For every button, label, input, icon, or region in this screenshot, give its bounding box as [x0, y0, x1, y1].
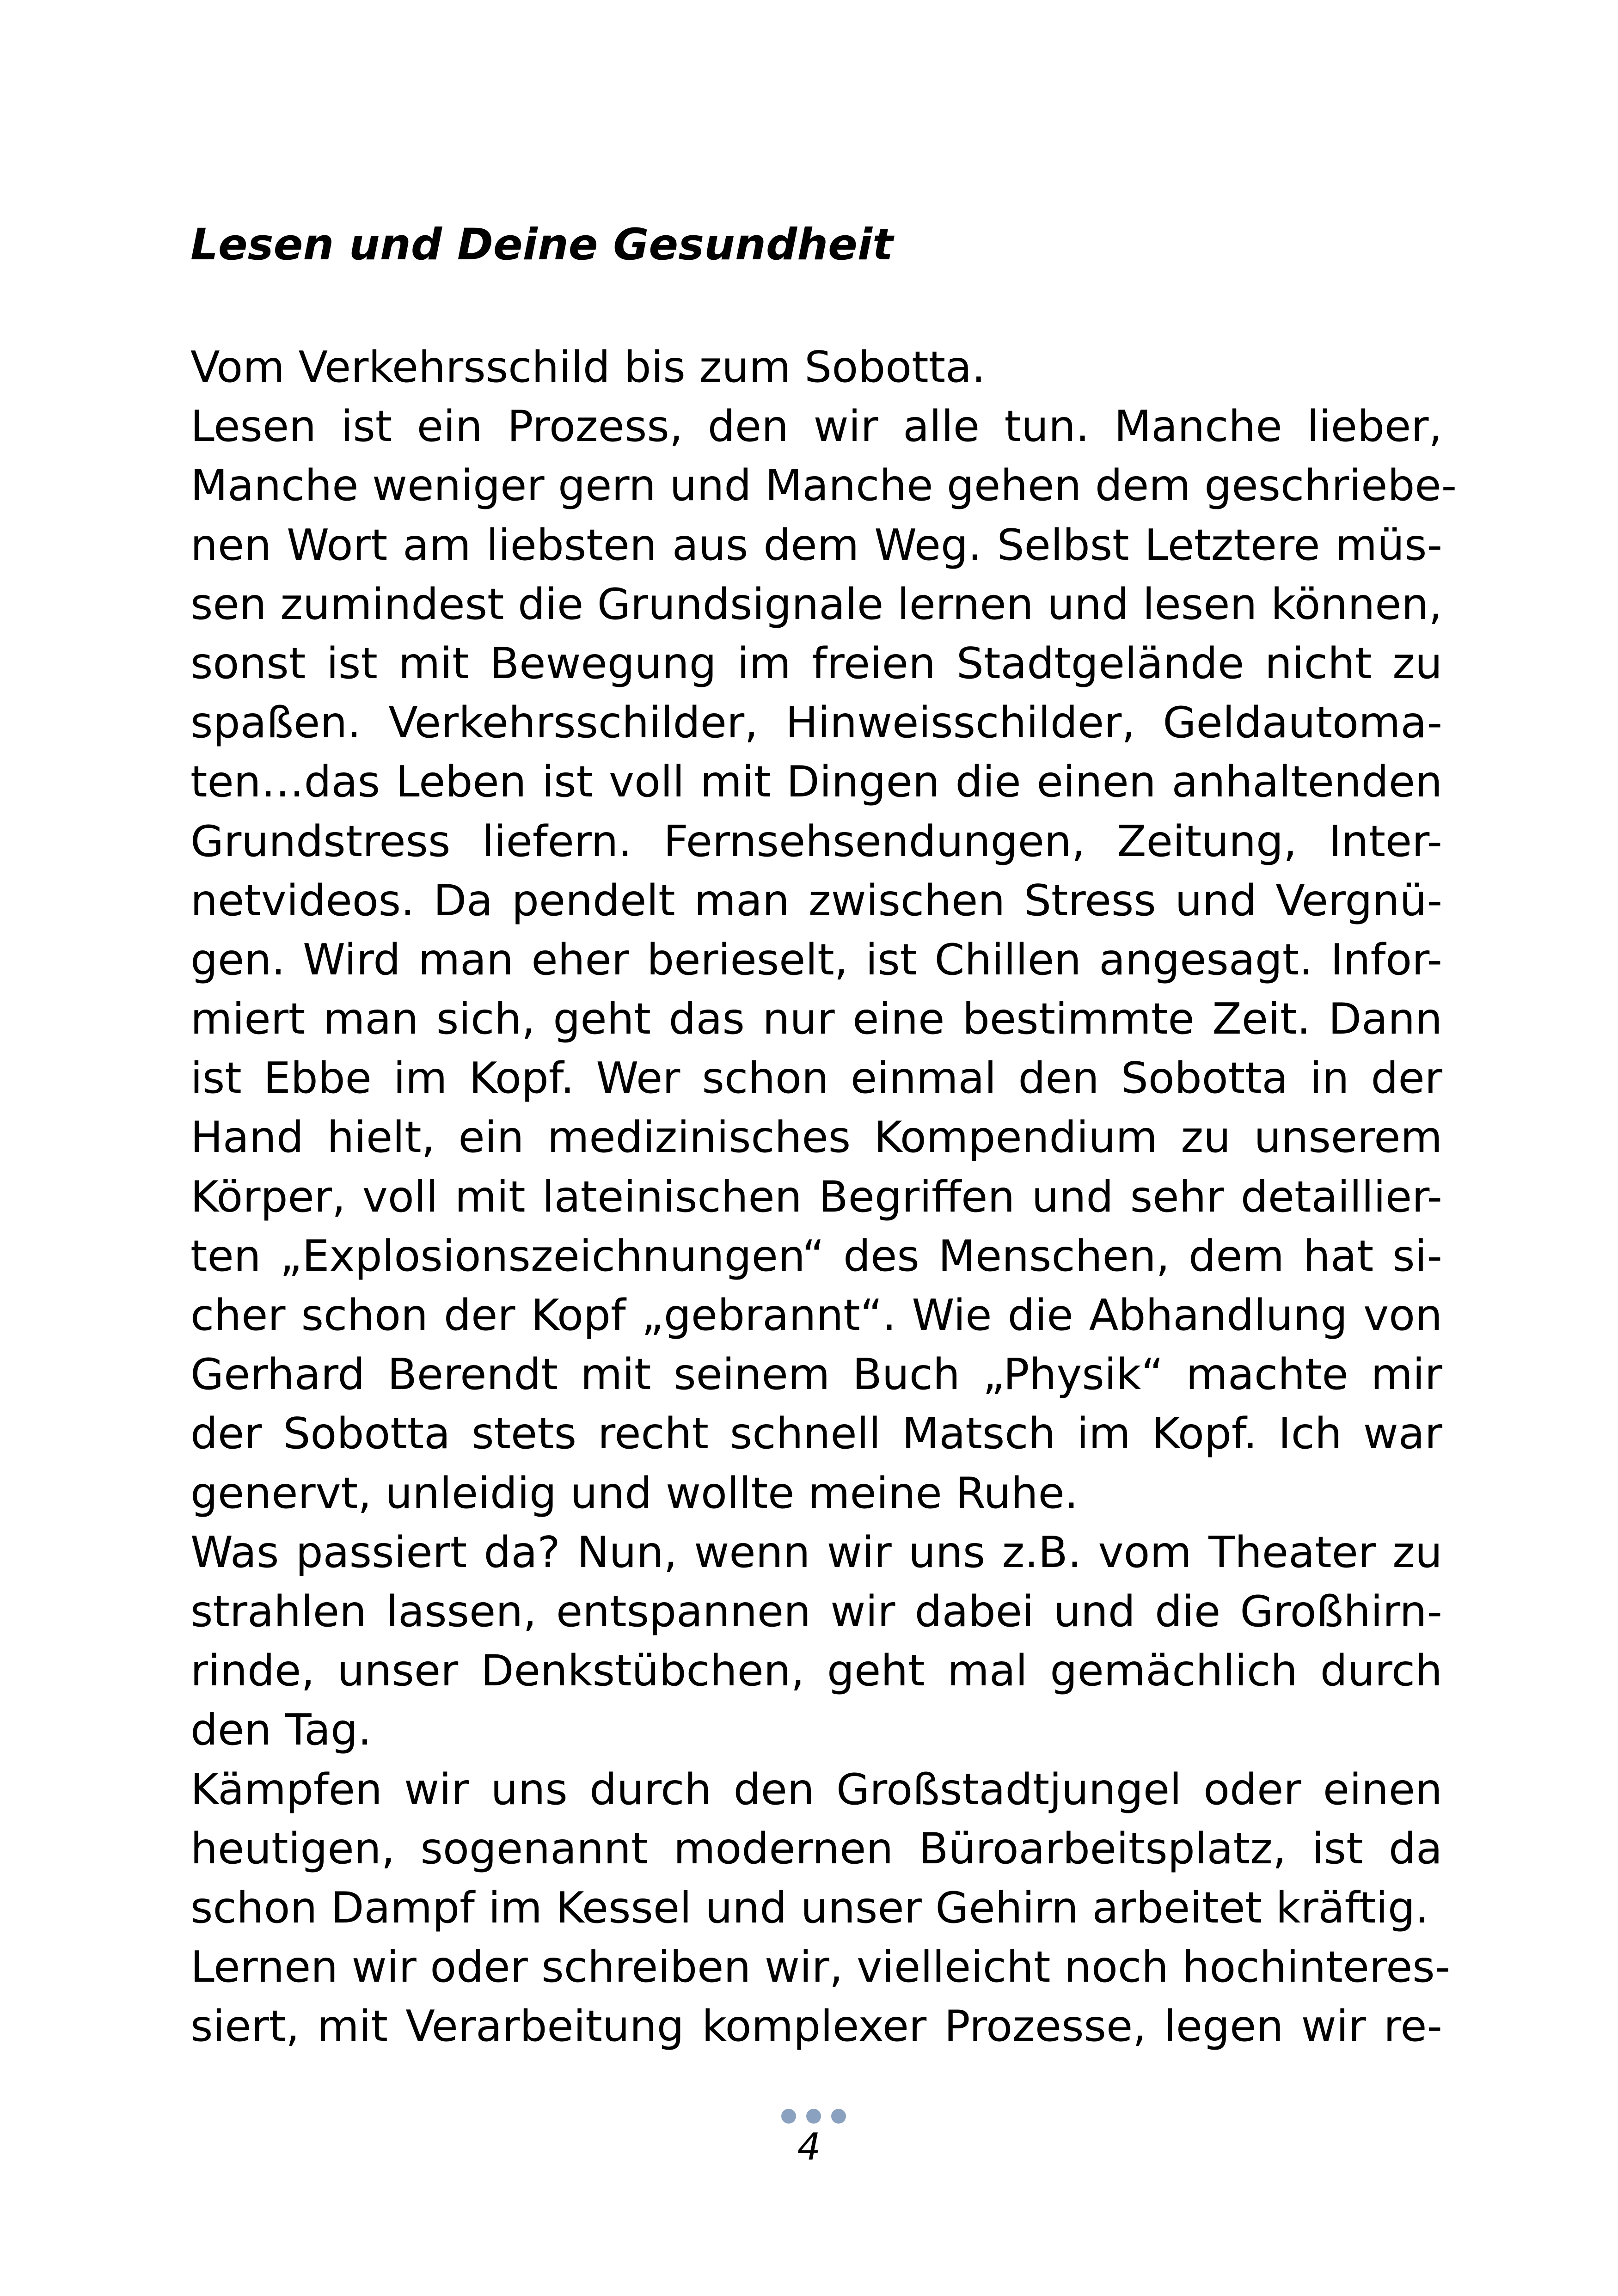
text-line: netvideos. Da pendelt man zwischen Stress und Vergnü-	[190, 875, 1442, 925]
text-line: Manche weniger gern und Manche gehen dem geschriebe-	[190, 460, 1457, 511]
text-line: ten „Explosionszeichnungen“ des Menschen, dem hat si-	[190, 1231, 1442, 1281]
chapter-heading: Lesen und Deine Gesundheit	[190, 220, 894, 270]
page-ornament	[781, 2108, 846, 2125]
text-line: siert, mit Verarbeitung komplexer Prozesse, legen wir re-	[190, 2001, 1442, 2051]
text-line: sen zumindest die Grundsignale lernen und lesen können,	[190, 579, 1442, 629]
text-line: rinde, unser Denkstübchen, geht mal gemächlich durch	[190, 1646, 1442, 1696]
text-line: der Sobotta stets recht schnell Matsch im Kopf. Ich war	[190, 1408, 1442, 1459]
text-line: Was passiert da? Nun, wenn wir uns z.B. vom Theater zu	[190, 1527, 1442, 1577]
text-line: den Tag.	[190, 1705, 372, 1755]
text-line: genervt, unleidig und wollte meine Ruhe.	[190, 1468, 1079, 1518]
text-line: Körper, voll mit lateinischen Begriffen und sehr detaillier-	[190, 1171, 1442, 1222]
text-line: schon Dampf im Kessel und unser Gehirn arbeitet kräftig.	[190, 1882, 1429, 1933]
text-line: Hand hielt, ein medizinisches Kompendium zu unserem	[190, 1112, 1442, 1163]
body-text	[190, 337, 1457, 2056]
text-line: Lesen ist ein Prozess, den wir alle tun. Manche lieber,	[190, 401, 1442, 452]
text-line: Gerhard Berendt mit seinem Buch „Physik“ machte mir	[190, 1349, 1442, 1400]
text-line: Lernen wir oder schreiben wir, vielleicht noch hochinteres-	[190, 1942, 1451, 1992]
text-line: spaßen. Verkehrsschilder, Hinweisschilder, Geldautoma-	[190, 698, 1442, 748]
page-number: 4	[797, 2125, 821, 2168]
ornament-dot	[806, 2109, 821, 2124]
text-line: gen. Wird man eher berieselt, ist Chillen angesagt. Infor-	[190, 934, 1442, 985]
text-line: Kämpfen wir uns durch den Großstadtjungel oder einen	[190, 1764, 1442, 1814]
text-line: miert man sich, geht das nur eine bestimmte Zeit. Dann	[190, 994, 1442, 1044]
text-line: strahlen lassen, entspannen wir dabei und die Großhirn-	[190, 1586, 1442, 1636]
text-line: sonst ist mit Bewegung im freien Stadtgelände nicht zu	[190, 638, 1442, 688]
ornament-dot	[831, 2109, 846, 2124]
text-line: ist Ebbe im Kopf. Wer schon einmal den Sobotta in der	[190, 1053, 1442, 1103]
text-line: nen Wort am liebsten aus dem Weg. Selbst Letztere müs-	[190, 520, 1442, 570]
text-line: heutigen, sogenannt modernen Büroarbeitsplatz, ist da	[190, 1823, 1442, 1874]
text-line: Vom Verkehrsschild bis zum Sobotta.	[190, 342, 986, 392]
text-line: cher schon der Kopf „gebrannt“. Wie die Abhandlung von	[190, 1290, 1442, 1340]
ornament-dot	[781, 2109, 796, 2124]
text-line: Grundstress liefern. Fernsehsendungen, Zeitung, Inter-	[190, 816, 1442, 866]
text-line: ten…das Leben ist voll mit Dingen die einen anhaltenden	[190, 757, 1442, 807]
